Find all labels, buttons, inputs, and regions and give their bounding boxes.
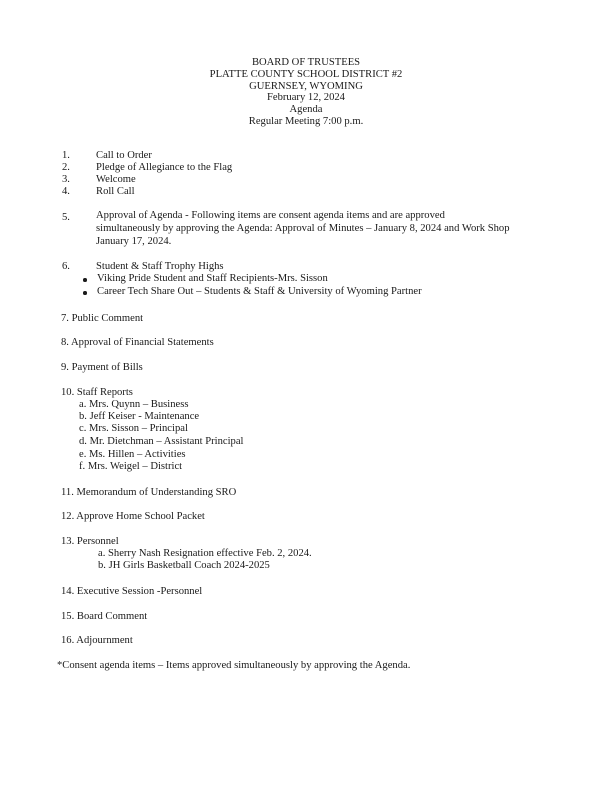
item-6-bullet-2: Career Tech Share Out – Students & Staff & University of Wyoming Partner	[97, 286, 422, 297]
item-3-text: Welcome	[96, 174, 136, 185]
document-header	[0, 57, 612, 128]
footnote: *Consent agenda items – Items approved simultaneously by approving the Agenda.	[57, 660, 411, 671]
item-6-bullet-1: Viking Pride Student and Staff Recipients-Mrs. Sisson	[97, 273, 328, 284]
item-11: 11. Memorandum of Understanding SRO	[61, 487, 237, 498]
item-7: 7. Public Comment	[61, 313, 144, 324]
item-6-number: 6.	[62, 261, 70, 272]
item-13-sub-b: b. JH Girls Basketball Coach 2024-2025	[98, 560, 270, 571]
header-district: PLATTE COUNTY SCHOOL DISTRICT #2	[209, 68, 403, 80]
item-3-number: 3.	[62, 174, 70, 185]
item-13-sub-a: a. Sherry Nash Resignation effective Feb. 2, 2024.	[98, 548, 312, 559]
item-1-text: Call to Order	[96, 150, 152, 161]
item-5-number: 5.	[62, 212, 70, 223]
item-14: 14. Executive Session -Personnel	[61, 586, 203, 597]
item-10-sub-d: d. Mr. Dietchman – Assistant Principal	[79, 436, 244, 447]
item-10-sub-c: c. Mrs. Sisson – Principal	[79, 423, 188, 434]
item-8: 8. Approval of Financial Statements	[61, 337, 214, 348]
item-10-sub-f: f. Mrs. Weigel – District	[79, 461, 183, 472]
header-location: GUERNSEY, WYOMING	[249, 80, 363, 92]
item-1-number: 1.	[62, 150, 70, 161]
header-date: February 12, 2024	[267, 92, 345, 104]
item-16: 16. Adjournment	[61, 635, 133, 646]
item-9: 9. Payment of Bills	[61, 362, 143, 373]
item-10: 10. Staff Reports	[61, 387, 133, 398]
item-4-text: Roll Call	[96, 186, 135, 197]
item-12: 12. Approve Home School Packet	[61, 511, 205, 522]
header-title: Agenda	[289, 104, 323, 116]
bullet-icon	[83, 291, 87, 295]
item-10-sub-b: b. Jeff Keiser - Maintenance	[79, 411, 200, 422]
item-5-line-3: January 17, 2024.	[96, 236, 172, 247]
bullet-icon	[83, 278, 87, 282]
item-2-number: 2.	[62, 162, 70, 173]
item-5-line-1: Approval of Agenda - Following items are consent agenda items and are approved	[96, 210, 445, 221]
item-10-sub-e: e. Ms. Hillen – Activities	[79, 449, 186, 460]
header-board: BOARD OF TRUSTEES	[251, 57, 361, 68]
item-13: 13. Personnel	[61, 536, 119, 547]
item-5-line-2: simultaneously by approving the Agenda: Approval of Minutes – January 8, 2024 and Work Shop	[96, 223, 510, 234]
header-meeting: Regular Meeting 7:00 p.m.	[248, 115, 364, 127]
item-10-sub-a: a. Mrs. Quynn – Business	[79, 399, 189, 410]
item-15: 15. Board Comment	[61, 611, 148, 622]
item-4-number: 4.	[62, 186, 70, 197]
item-2-text: Pledge of Allegiance to the Flag	[96, 162, 233, 173]
item-6-text: Student & Staff Trophy Highs	[96, 261, 224, 272]
